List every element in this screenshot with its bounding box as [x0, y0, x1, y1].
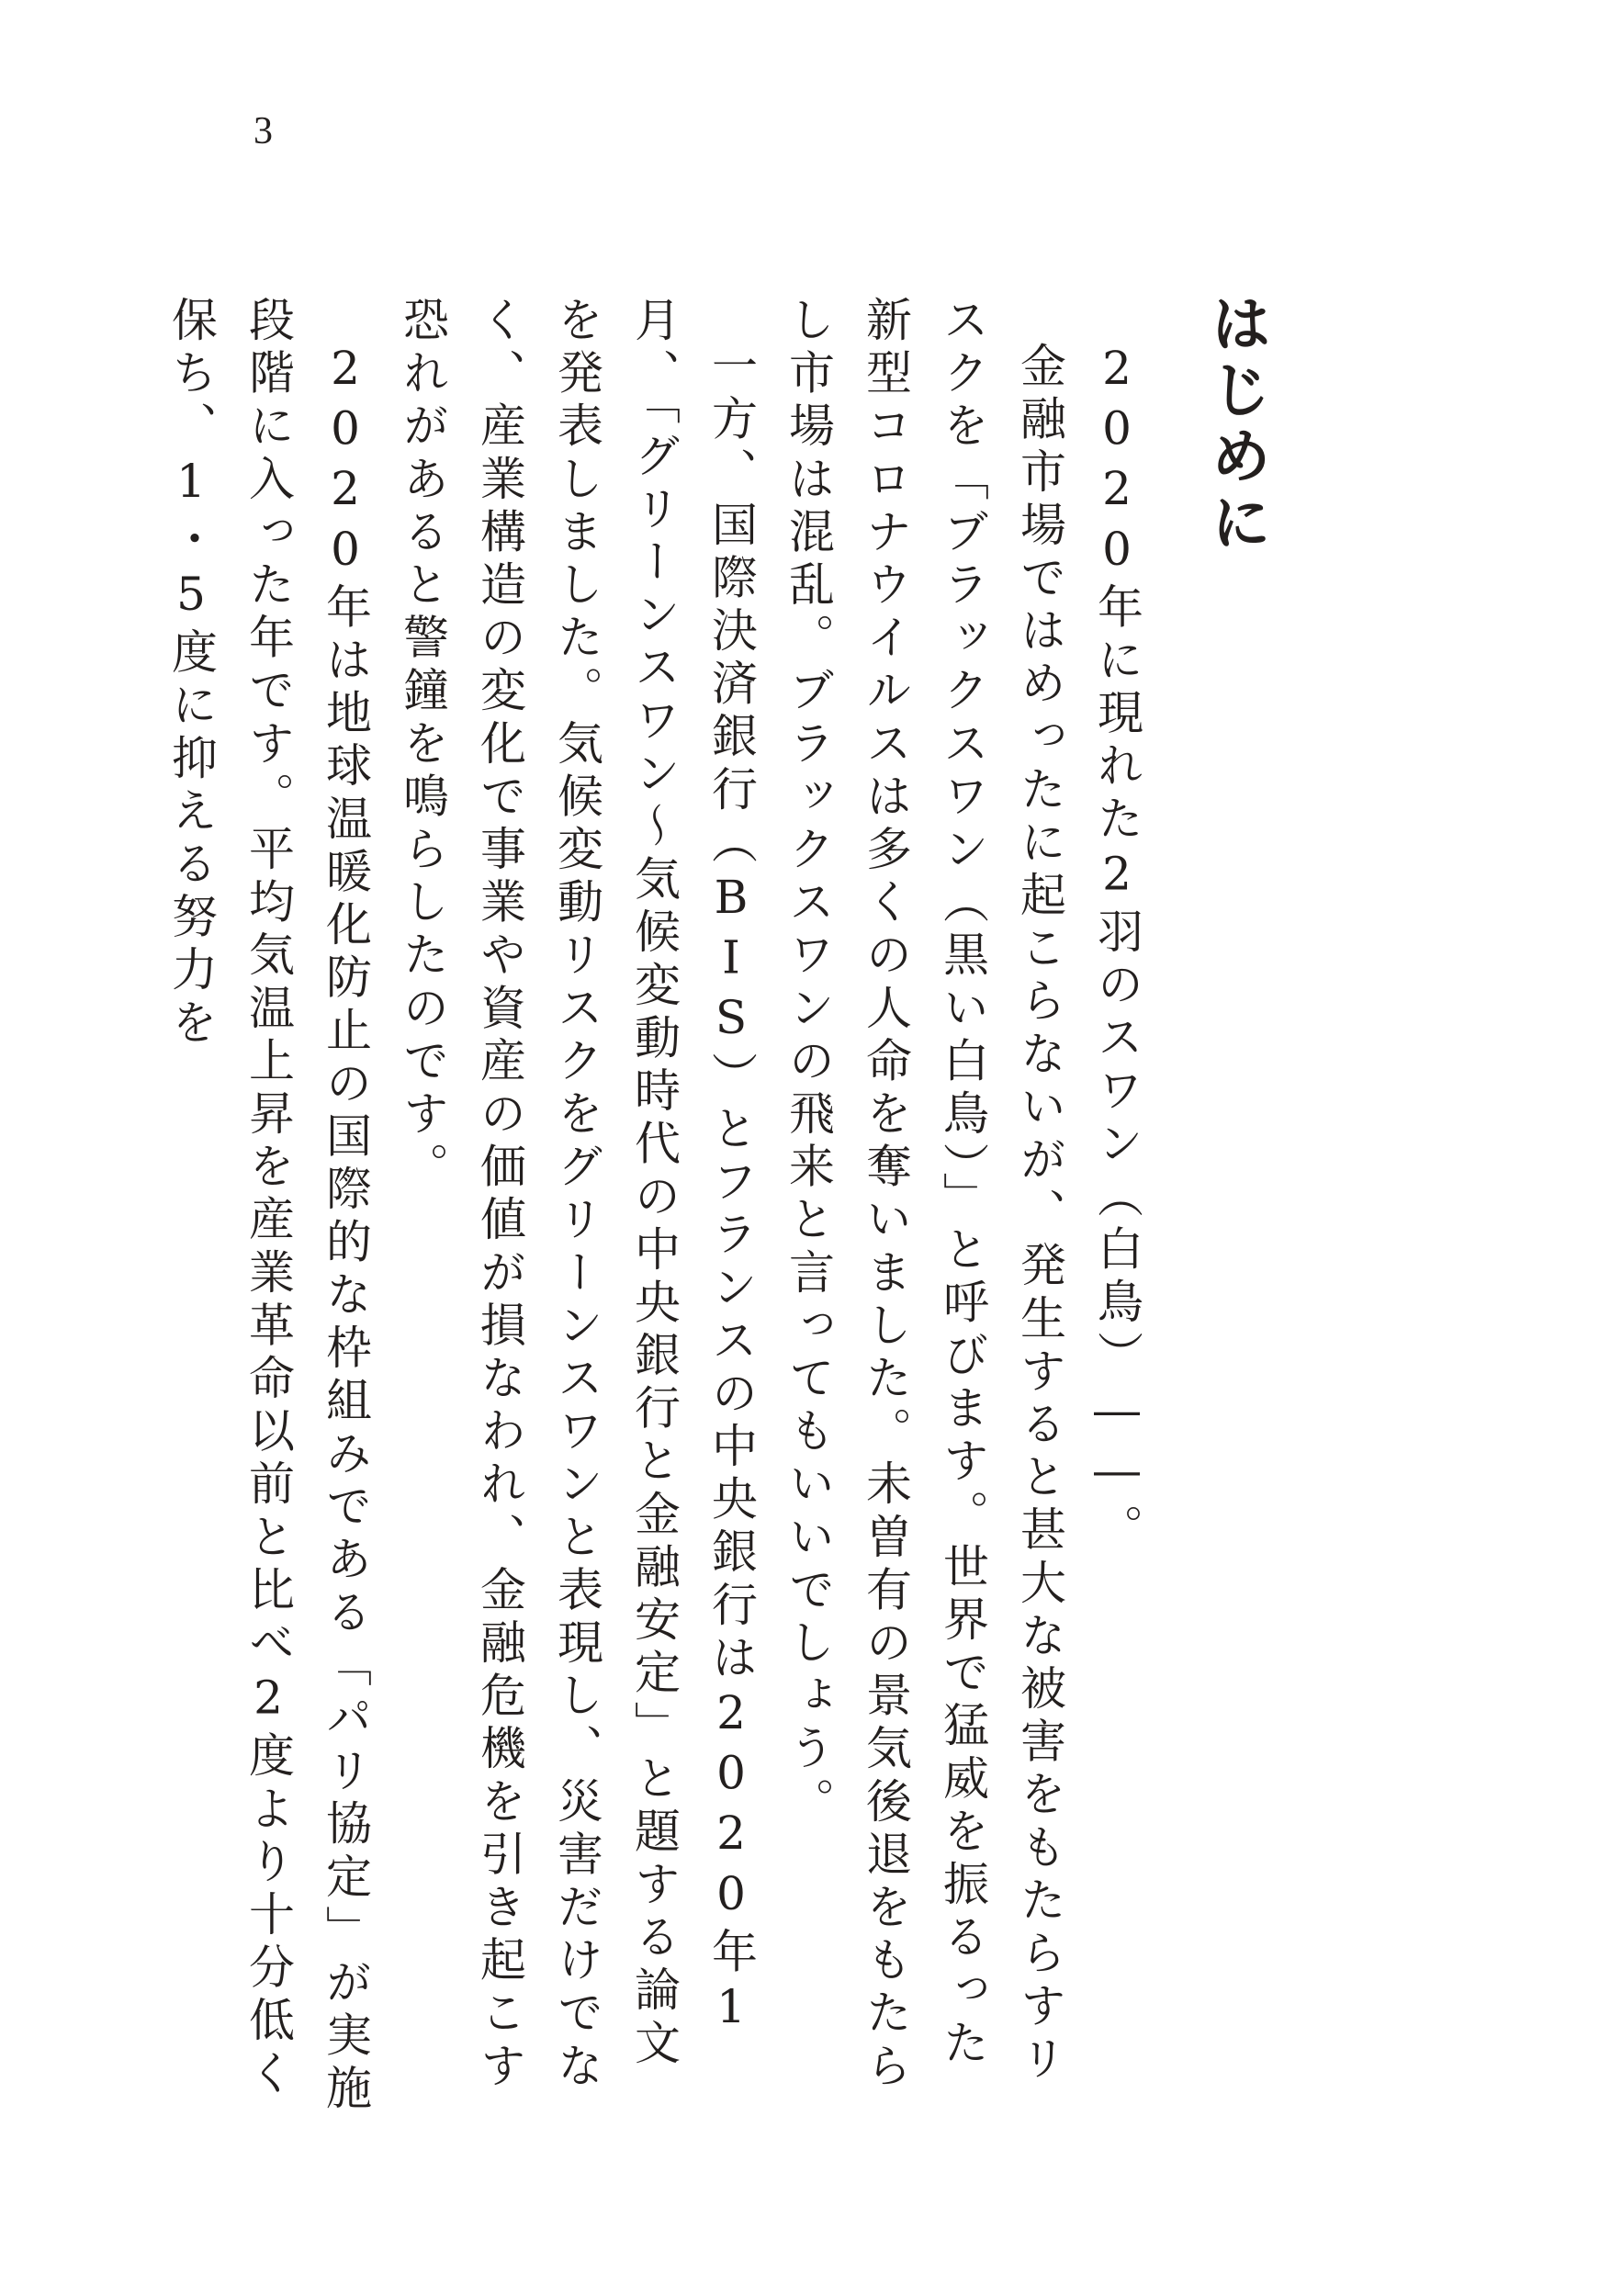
body-text: [164, 296, 1155, 2123]
paragraph-1: 2020年に現れた2羽のスワン（白鳥）――。: [1090, 342, 1143, 1558]
paragraph-4: 2020年は地球温暖化防止の国際的な枠組みである「パリ協定」が実施段階に入った年です。平均気温上昇を産業革命以前と比べ2度より十分低く保ち、1・5度に抑える努力を: [164, 296, 372, 2117]
chapter-title: はじめに: [1200, 292, 1272, 557]
paragraph-2: 金融市場ではめったに起こらないが、発生すると甚大な被害をもたらすリスクを「ブラックスワン（黒い白鳥）」と呼びます。世界で猛威を振るった新型コロナウイルスは多くの人命を奪いました。未曽有の景気後退をもたらし市場は混乱。ブラックスワンの飛来と言ってもいいでしょう。: [782, 296, 1066, 2095]
page-number: 3: [253, 110, 273, 152]
paragraph-3: 一方、国際決済銀行（BIS）とフランスの中央銀行は2020年1月、「グリーンスワン〜気候変動時代の中央銀行と金融安定」と題する論文を発表しました。気候変動リスクをグリーンスワンと表現し、災害だけでなく、産業構造の変化で事業や資産の価値が損なわれ、金融危機を引き起こす恐れがあると警鐘を鳴らしたのです。: [396, 296, 758, 2095]
